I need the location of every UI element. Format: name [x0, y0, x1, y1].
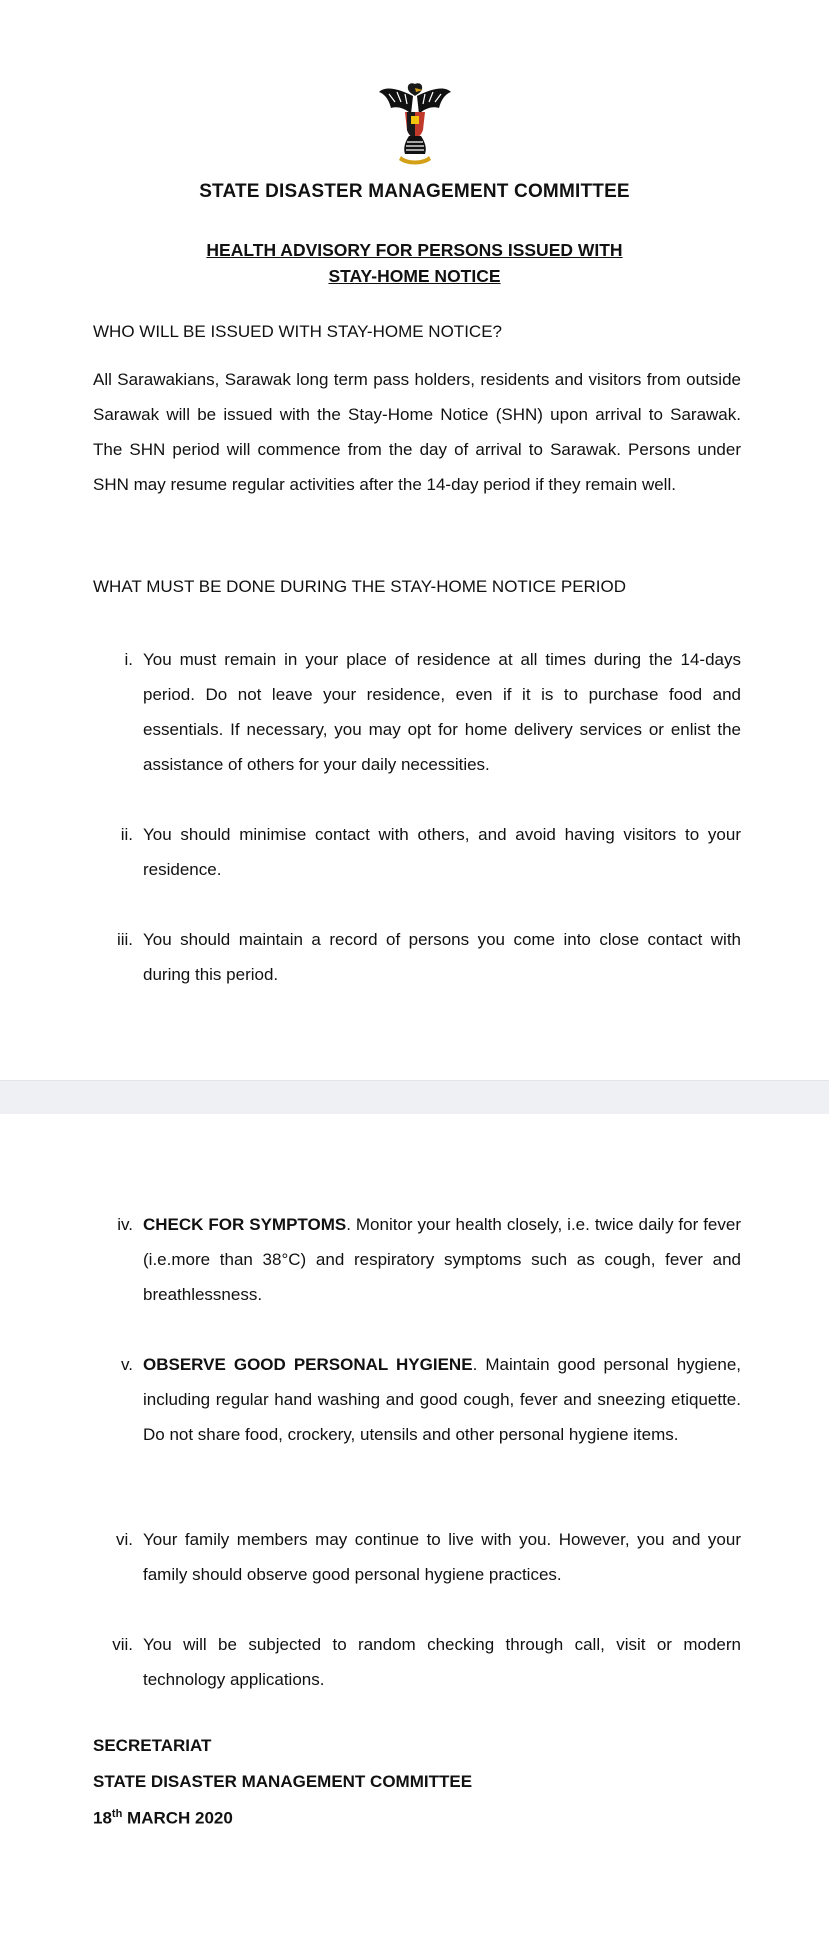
- item-number: i.: [124, 650, 133, 669]
- item-body: . Monitor your health closely, i.e. twice daily for fever (i.e.more than 38°C) and respiratory symptoms such as cough, fever and breathlessness.: [143, 1215, 741, 1304]
- document-page-2: [0, 1114, 829, 1939]
- item-text: Your family members may continue to live with you. However, you and your family should observe good personal hygiene practices.: [143, 1530, 741, 1584]
- item-number: vi.: [116, 1530, 133, 1549]
- signature-committee: STATE DISASTER MANAGEMENT COMMITTEE: [93, 1772, 473, 1791]
- item-number: ii.: [120, 825, 133, 844]
- signature-date: [93, 1808, 233, 1829]
- item-number: iv.: [117, 1215, 133, 1234]
- advisory-title-line1: HEALTH ADVISORY FOR PERSONS ISSUED WITH: [206, 240, 623, 260]
- sarawak-hornbill-crest-icon: [375, 78, 455, 168]
- date-suffix: th: [111, 1808, 123, 1820]
- item-emphasis: OBSERVE GOOD PERSONAL HYGIENE: [143, 1355, 473, 1374]
- item-text: You must remain in your place of residence at all times during the 14-days period. Do not leave your residence, even if it is to purchase food and essentials. If necessary, you may opt for home delivery services or enlist the assistance of others for your daily necessities.: [143, 650, 741, 774]
- committee-heading: STATE DISASTER MANAGEMENT COMMITTEE: [199, 181, 630, 202]
- advisory-title-line2: STAY-HOME NOTICE: [328, 266, 501, 286]
- item-number: iii.: [116, 930, 133, 949]
- item-text: You should minimise contact with others, and avoid having visitors to your residence.: [143, 825, 741, 879]
- item-number: v.: [121, 1355, 133, 1374]
- item-text: [143, 1207, 741, 1312]
- page-break: [0, 1080, 829, 1116]
- item-body: . Maintain good personal hygiene, including regular hand washing and good cough, fever and sneezing etiquette. Do not share food, crockery, utensils and other personal hygiene items.: [143, 1355, 741, 1444]
- signature-secretariat: SECRETARIAT: [93, 1736, 212, 1755]
- item-text: You should maintain a record of persons you come into close contact with during this period.: [143, 930, 741, 984]
- item-number: vii.: [112, 1635, 133, 1654]
- date-day: 18: [93, 1808, 112, 1828]
- section1-paragraph: All Sarawakians, Sarawak long term pass holders, residents and visitors from outside Sarawak will be issued with the Stay-Home Notice (SHN) upon arrival to Sarawak. The SHN period will commence from the day of arrival to Sarawak. Persons under SHN may resume regular activities after the 14-day period if they remain well.: [93, 370, 741, 494]
- section2-question: WHAT MUST BE DONE DURING THE STAY-HOME NOTICE PERIOD: [93, 577, 627, 596]
- item-text: You will be subjected to random checking through call, visit or modern technology applications.: [143, 1635, 741, 1689]
- section1-question: WHO WILL BE ISSUED WITH STAY-HOME NOTICE?: [93, 322, 502, 341]
- item-emphasis: CHECK FOR SYMPTOMS: [143, 1215, 347, 1234]
- item-text: [143, 1347, 741, 1452]
- date-month-year: MARCH 2020: [122, 1808, 233, 1828]
